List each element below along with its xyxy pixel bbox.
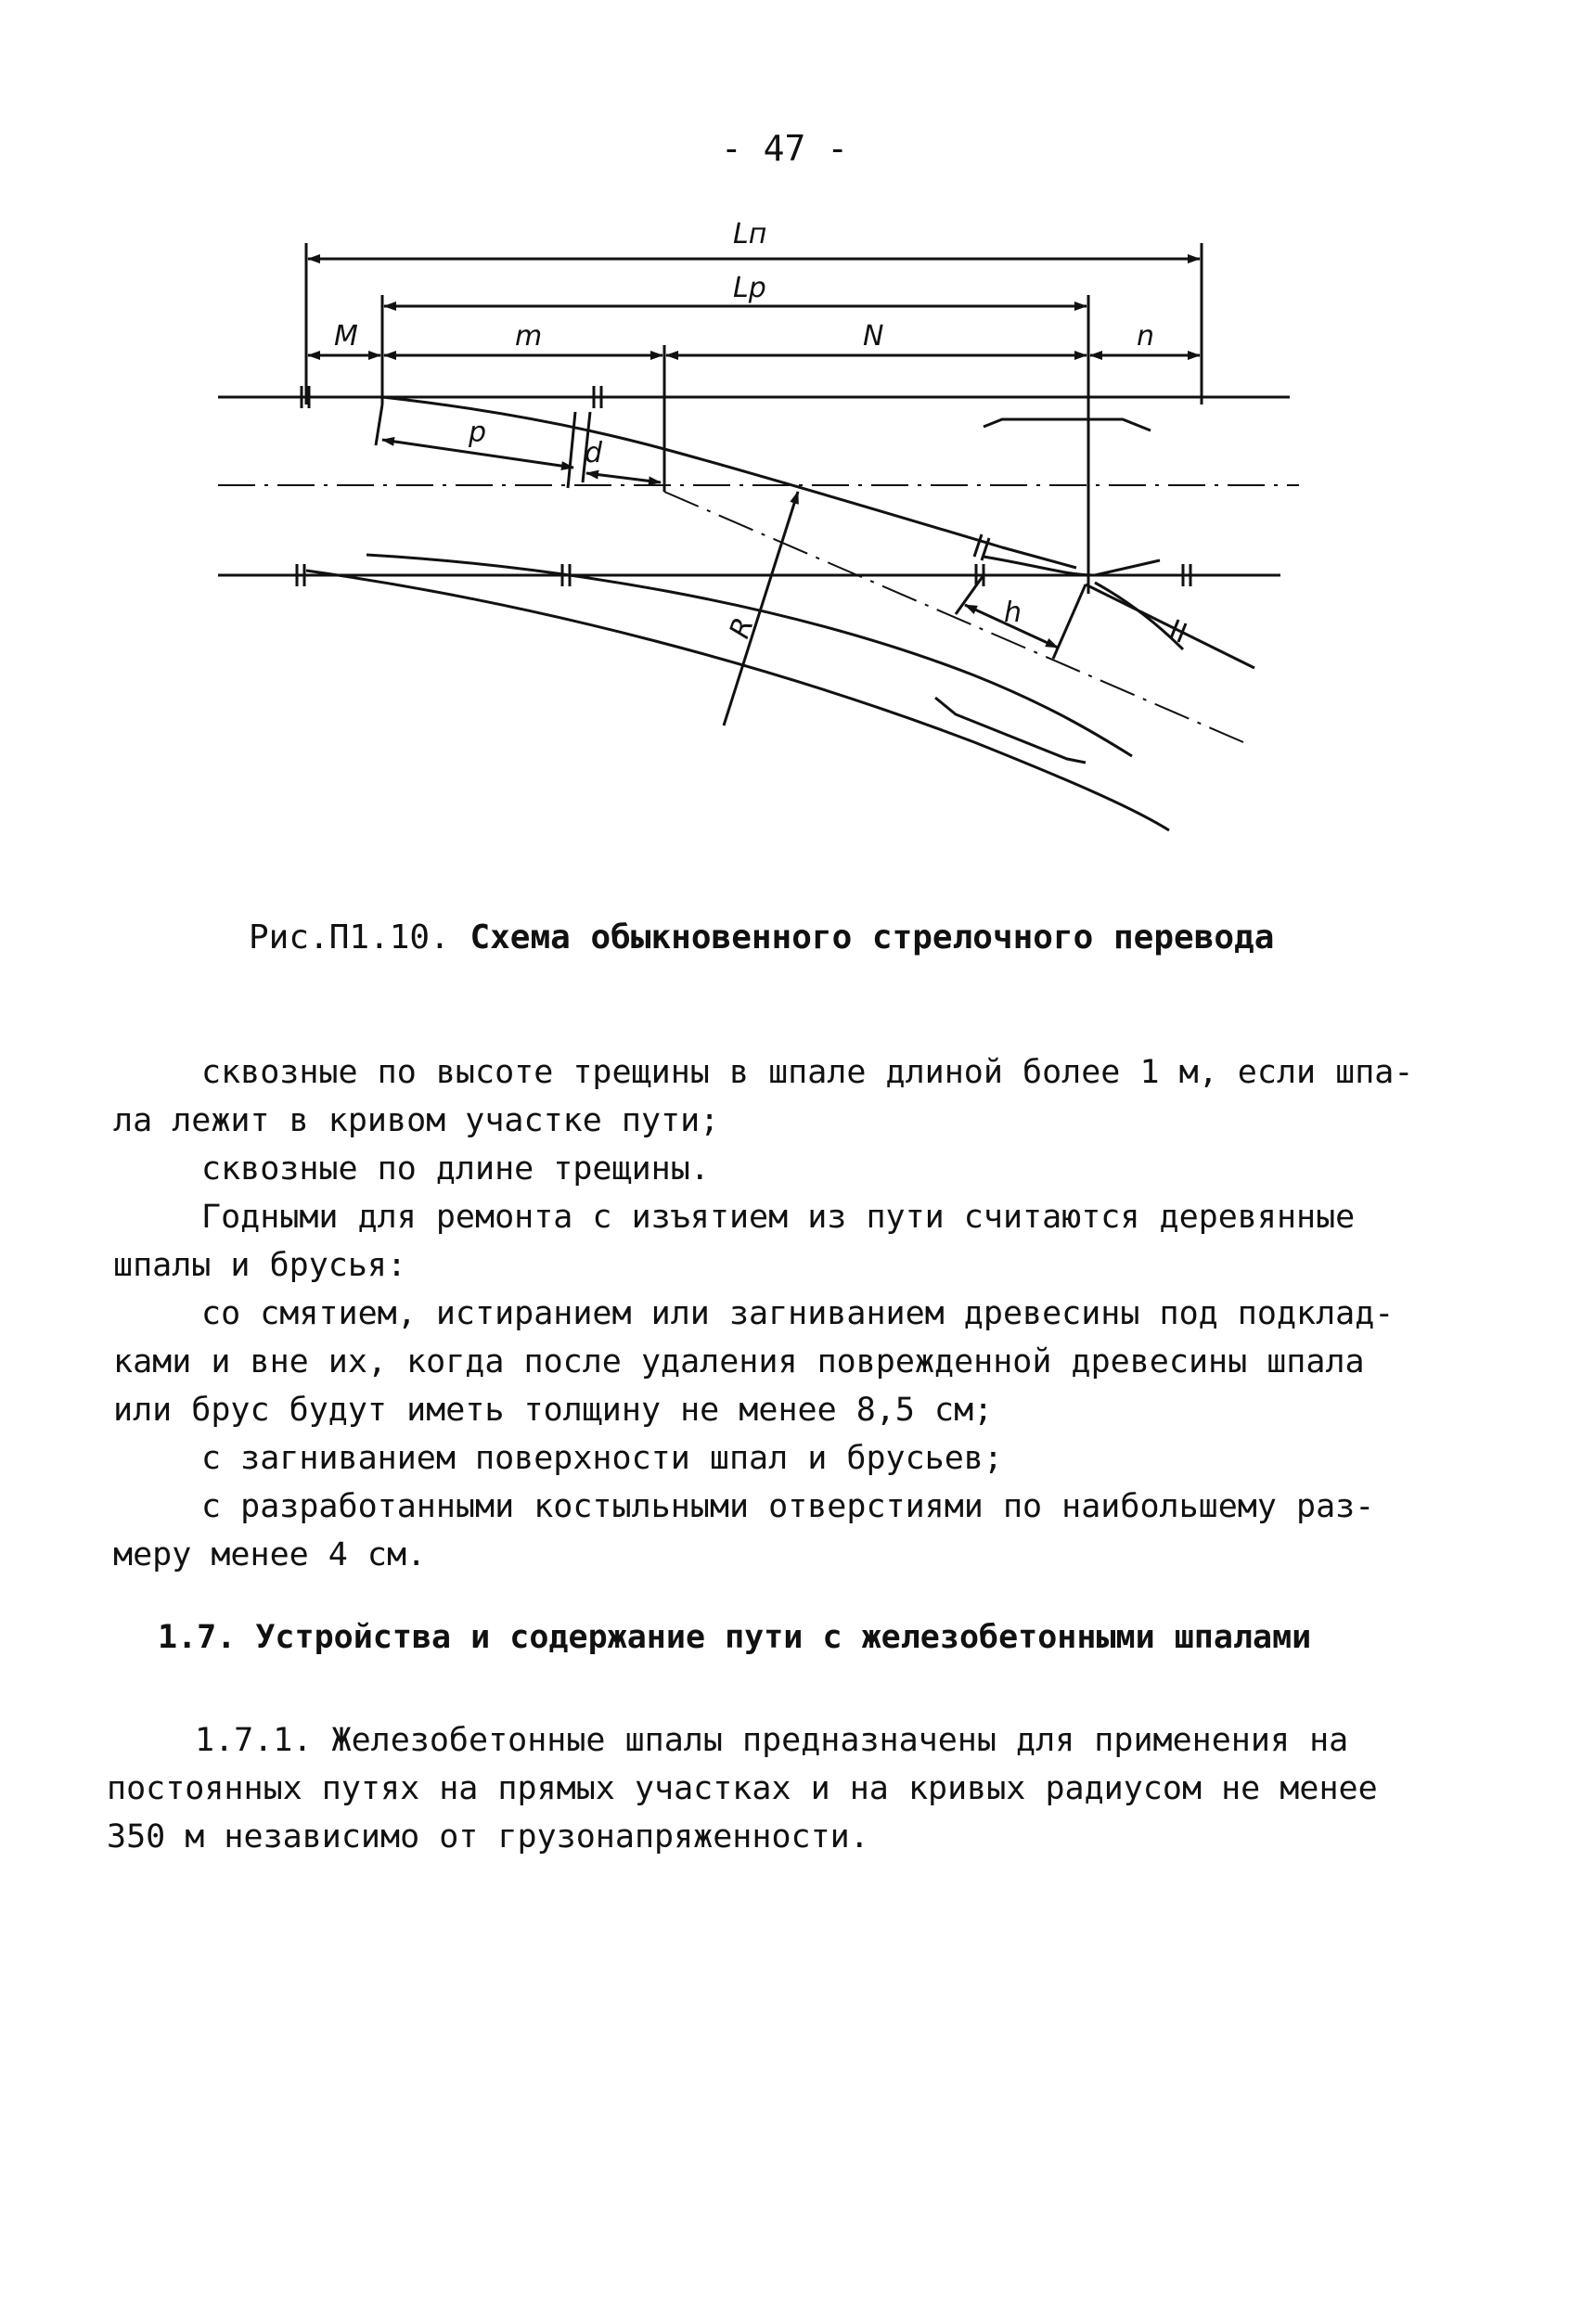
page-number: - 47 - [720,128,849,169]
switch-rail-lower [367,555,1132,756]
frog-diverging-rail [1086,584,1254,668]
label-m: m [515,320,543,353]
label-d: d [585,437,603,469]
text-line: ла лежит в кривом участке пути; [113,1102,720,1139]
ext-p-end [568,412,575,488]
paragraph-171 [107,1716,1378,1861]
diverging-centerline [664,492,1243,742]
text-line: со смятием, истиранием или загниванием древесины под подклад- [201,1295,1395,1332]
text-line: меру менее 4 см. [113,1536,427,1573]
text-line: с загниванием поверхности шпал и брусьев; [201,1440,1003,1477]
text-line: ками и вне их, когда после удаления поврежденной древесины шпала [113,1343,1365,1380]
label-p: p [469,417,487,449]
label-M: M [334,320,358,353]
caption-prefix: Рис.П1.10. [249,918,450,957]
text-line: 1.7.1. Железобетонные шпалы предназначены для применения на [195,1722,1349,1759]
turnout-diagram [0,0,1569,894]
switch-rail-upper [382,397,1076,568]
label-Lp: Lр [733,272,766,304]
text-line: сквозные по длине трещины. [201,1150,710,1188]
figure-caption [249,918,1274,957]
dim-R [724,492,798,725]
text-line: постоянных путях на прямых участках и на кривых радиусом не менее [107,1770,1378,1807]
section-heading: 1.7. Устройства и содержание пути с железобетонными шпалами [158,1619,1312,1656]
text-line: 350 м независимо от грузонапряженности. [107,1818,869,1855]
guard-rail-top [984,419,1151,430]
text-line: Годными для ремонта с изъятием из пути считаются деревянные [201,1199,1356,1236]
outer-curve-rail [306,571,1169,830]
ext-h-end [1053,584,1086,659]
caption-title: Схема обыкновенного стрелочного перевода [469,918,1275,957]
text-line: сквозные по высоте трещины в шпале длиной более 1 м, если шпа- [201,1054,1414,1091]
guard-rail-lower [935,698,1086,763]
label-n: n [1137,320,1155,353]
joint-15 [974,534,982,557]
label-N: N [863,320,884,353]
dim-d [586,473,661,482]
text-line: с разработанными костыльными отверстиями по наибольшему раз- [201,1488,1375,1525]
ext-p-start [376,404,382,445]
label-Ln: Lп [733,218,767,250]
text-block [113,1048,1414,1579]
label-h: h [1004,597,1022,629]
label-R: R [723,613,761,643]
text-line: или брус будут иметь толщину не менее 8,5 см; [113,1392,994,1429]
text-line: шпалы и брусья: [113,1247,407,1284]
frog-wing-lower [1095,583,1183,649]
